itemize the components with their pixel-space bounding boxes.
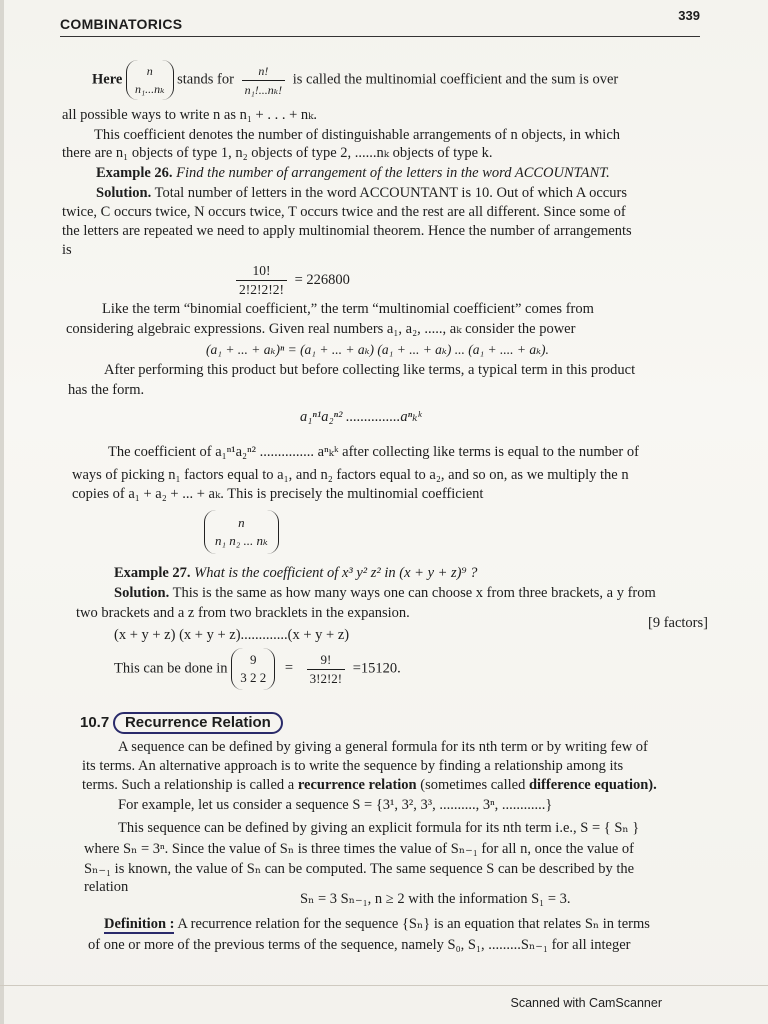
- binom-top: n: [238, 515, 245, 530]
- intro-line-4: there are n₁ objects of type 1, n₂ objects of type 2, ......nₖ objects of type k.: [62, 145, 493, 161]
- page-number: 339: [678, 8, 700, 23]
- definition-line-1: [104, 915, 650, 933]
- section-line-5: This sequence can be defined by giving an explicit formula for its nth term i.e., S = { Sₙ }: [118, 820, 640, 836]
- definition-label: Definition :: [104, 916, 175, 932]
- scanner-watermark: Scanned with CamScanner: [510, 996, 662, 1010]
- intro-line-2: all possible ways to write n as n₁ + . . . + nₖ.: [62, 107, 318, 123]
- para1-equation: (a₁ + ... + aₖ)ⁿ = (a₁ + ... + aₖ) (a₁ + ... + aₖ) ... (a₁ + .... + aₖ).: [206, 342, 549, 357]
- para1-line-3: After performing this product but before collecting like terms, a typical term in this product: [104, 362, 636, 378]
- example-27-sol-2: two brackets and a z from two bracklets in the expansion.: [76, 605, 410, 621]
- example-27-factors: [9 factors]: [648, 615, 708, 631]
- example-26-result: [232, 262, 350, 299]
- page-header: [60, 8, 700, 37]
- binom-top: 9: [249, 652, 257, 667]
- definition-line-2: of one or more of the previous terms of the sequence, namely S₀, S₁, .........Sₙ₋₁ for all integer: [88, 937, 631, 953]
- done-in-text: This can be done in: [114, 660, 228, 677]
- example-27-fraction: [307, 651, 346, 688]
- example-27-sol-1: [114, 584, 656, 602]
- intro-stands-for: stands for: [177, 71, 234, 88]
- frac-den: 2!2!2!2!: [239, 282, 284, 297]
- section-line-7: Sₙ₋₁ is known, the value of Sₙ can be computed. The same sequence S can be described by the: [84, 861, 635, 877]
- example-27-result: [114, 648, 401, 690]
- intro-fraction: [242, 62, 286, 99]
- para1-line-2: considering algebraic expressions. Given real numbers a₁, a₂, ....., aₖ consider the power: [66, 321, 576, 337]
- example-27-binomial: [231, 648, 275, 690]
- example-27-question: [114, 564, 477, 582]
- section-line-2: its terms. An alternative approach is to write the sequence by finding a relationship among its: [82, 758, 624, 774]
- para2-line-2: ways of picking n₁ factors equal to a₁, and n₂ factors equal to a₂, and so on, as we multiply the n: [72, 467, 629, 483]
- example-26-sol-4: is: [62, 242, 72, 258]
- binom-bottom: 3 2 2: [240, 670, 267, 685]
- binom-bottom: n₁ n₂ ... nₖ: [215, 533, 268, 548]
- term-difference-equation: difference equation).: [528, 777, 657, 793]
- para2-binomial-wrap: [204, 510, 279, 554]
- section-line-3: [82, 776, 657, 794]
- para1-line-1: Like the term “binomial coefficient,” the term “multinomial coefficient” comes from: [102, 301, 594, 317]
- example-26-value: = 226800: [294, 271, 350, 288]
- example-27-product: (x + y + z) (x + y + z).............(x + y + z): [114, 627, 350, 643]
- section-equation: Sₙ = 3 Sₙ₋₁, n ≥ 2 with the information S₁ = 3.: [300, 891, 571, 907]
- para1-line-4: has the form.: [68, 382, 145, 398]
- example-26-fraction: [236, 262, 287, 299]
- frac-den: 3!2!2!: [309, 670, 343, 686]
- equals-sign: =: [284, 660, 293, 677]
- page-bottom-edge: [0, 985, 768, 986]
- intro-binomial: [126, 60, 174, 100]
- example-26-text: Find the number of arrangement of the letters in the word ACCOUNTANT.: [176, 165, 610, 181]
- intro-here: Here: [92, 71, 123, 88]
- section-title: Recurrence Relation: [113, 712, 283, 734]
- section-text: terms. Such a relationship is called a: [82, 777, 295, 793]
- section-heading: [80, 712, 283, 734]
- intro-line-1: [92, 60, 618, 100]
- solution-text: This is the same as how many ways one can choose x from three brackets, a y from: [172, 585, 656, 601]
- example-26-sol-2: twice, C occurs twice, N occurs twice, T occurs twice and the rest are all different. Since some of: [62, 204, 626, 220]
- frac-num: n!: [242, 62, 286, 81]
- frac-den: n₁!...nₖ!: [244, 82, 283, 97]
- section-line-1: A sequence can be defined by giving a general formula for its nth term or by writing few of: [118, 739, 648, 755]
- section-line-8: relation: [84, 879, 129, 895]
- para2-line-1: The coefficient of a₁ⁿ¹a₂ⁿ² ............... aⁿₖᵏ after collecting like terms is equal to the number of: [108, 444, 639, 460]
- solution-label: Solution.: [96, 185, 152, 201]
- intro-rest: is called the multinomial coefficient and the sum is over: [292, 71, 619, 88]
- para2-line-3: copies of a₁ + a₂ + ... + aₖ. This is precisely the multinomial coefficient: [72, 486, 484, 502]
- example-26-sol-3: the letters are repeated we need to apply multinomial theorem. Hence the number of arrangements: [62, 223, 632, 239]
- frac-num: 10!: [236, 262, 287, 281]
- multinomial-coefficient: [204, 510, 279, 554]
- solution-label: Solution.: [114, 585, 170, 601]
- para1-typical-term: a₁ⁿ¹a₂ⁿ² ...............aⁿₖᵏ: [300, 409, 422, 425]
- solution-text: Total number of letters in the word ACCOUNTANT is 10. Out of which A occurs: [154, 185, 627, 201]
- term-recurrence-relation: recurrence relation: [297, 777, 417, 793]
- chapter-title: COMBINATORICS: [60, 16, 183, 32]
- definition-text: A recurrence relation for the sequence {Sₙ} is an equation that relates Sₙ in terms: [177, 916, 650, 932]
- example-27-value: =15120.: [352, 660, 401, 677]
- scan-edge: [0, 0, 4, 1024]
- intro-line-3: This coefficient denotes the number of distinguishable arrangements of n objects, in which: [94, 127, 621, 143]
- section-line-4: For example, let us consider a sequence S = {3¹, 3², 3³, .........., 3ⁿ, ............}: [118, 797, 553, 813]
- binom-top: n: [146, 64, 153, 78]
- example-26-question: [96, 164, 610, 182]
- example-26-label: Example 26.: [96, 165, 173, 181]
- frac-num: 9!: [307, 651, 346, 670]
- section-text: (sometimes called: [420, 777, 526, 793]
- example-27-text: What is the coefficient of x³ y² z² in (x + y + z)⁹ ?: [194, 565, 478, 581]
- section-line-6: where Sₙ = 3ⁿ. Since the value of Sₙ is three times the value of Sₙ₋₁ for all n, once the value of: [84, 841, 635, 857]
- example-26-sol-1: [96, 184, 627, 202]
- binom-bottom: n₁...nₖ: [134, 82, 165, 96]
- example-27-label: Example 27.: [114, 565, 191, 581]
- section-number: 10.7: [80, 714, 110, 731]
